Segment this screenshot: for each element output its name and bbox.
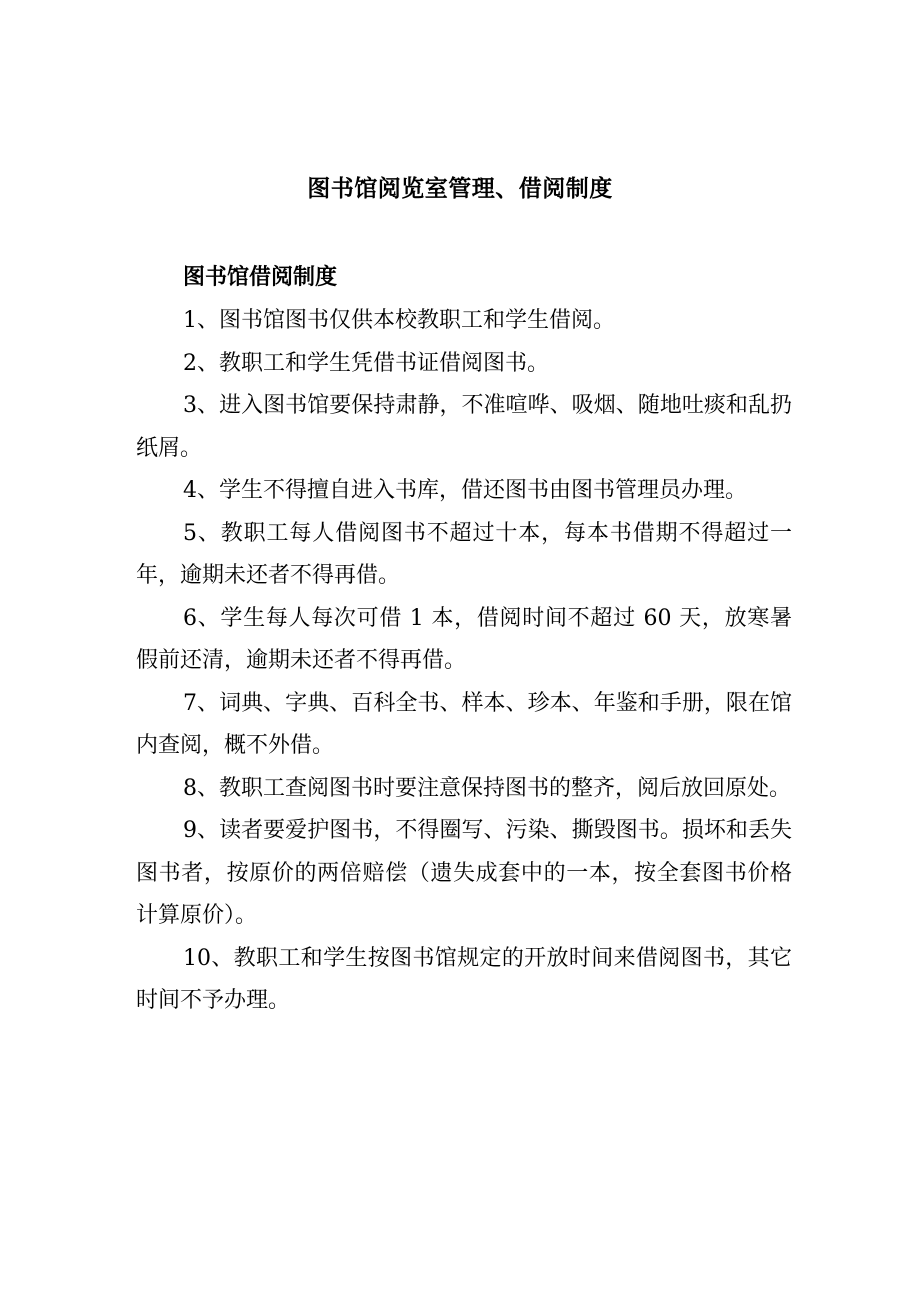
rule-item-10: 10、教职工和学生按图书馆规定的开放时间来借阅图书，其它时间不予办理。 [136, 945, 792, 1013]
rule-item-9: 9、读者要爱护图书，不得圈写、污染、撕毁图书。损坏和丢失图书者，按原价的两倍赔偿（遗失成套中的一本，按全套图书价格计算原价）。 [136, 818, 792, 928]
rules-list [136, 300, 792, 1023]
rule-item-6: 6、学生每人每次可借 1 本，借阅时间不超过 60 天，放寒暑假前还清，逾期未还者不得再借。 [136, 605, 792, 673]
rule-item-4: 4、学生不得擅自进入书库，借还图书由图书管理员办理。 [183, 478, 747, 503]
rule-item-7: 7、词典、字典、百科全书、样本、珍本、年鉴和手册，限在馆内查阅，概不外借。 [136, 690, 792, 758]
rule-item-5: 5、教职工每人借阅图书不超过十本，每本书借期不得超过一年，逾期未还者不得再借。 [136, 520, 792, 588]
document-title: 图书馆阅览室管理、借阅制度 [307, 175, 613, 202]
rule-item-8: 8、教职工查阅图书时要注意保持图书的整齐，阅后放回原处。 [183, 775, 791, 801]
rule-item-3: 3、进入图书馆要保持肃静，不准喧哗、吸烟、随地吐痰和乱扔纸屑。 [136, 393, 792, 461]
section-heading: 图书馆借阅制度 [183, 264, 338, 290]
rule-item-1: 1、图书馆图书仅供本校教职工和学生借阅。 [183, 308, 615, 333]
rule-item-2: 2、教职工和学生凭借书证借阅图书。 [183, 350, 549, 376]
